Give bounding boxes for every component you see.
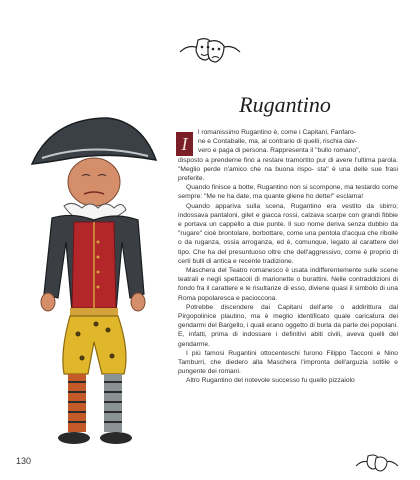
page-title: Rugantino (239, 92, 331, 117)
drop-cap: I (176, 132, 193, 156)
rugantino-illustration (12, 112, 174, 452)
paragraph: Quando appariva sulla scena, Rugantino era vestito da sbirro; indossava pantaloni, gilet e giacca rossi, calzava scarpe con grandi fibbie e portava un cappello a due punte. Il suo nome deriva senza dubbio da "rugare" cioè brontolare, borbottare, come una pentola d'acqua che ribolle o da ruganza, ossia arroganza, ed è, comunque, legato al carattere del tipo. Che ha del presuntuoso oltre che dell'aggressivo, come è proprio di certi bulli di antica e recente tradizione. (178, 202, 398, 265)
lead-line: vero e paga di persona. Rappresenta il "bullo romano", (198, 147, 361, 155)
paragraph: Maschera del Teatro romanesco è usata indifferentemente sulle scene teatrali e negli spettacoli di marionette o burattini. Nelle contraddizioni di fondo fra il carattere e le risultanze di esso, diviene quasi il simbolo di una Roma popolaresca e pacioccona. (178, 267, 398, 302)
lead-line: l romanissimo Rugantino è, come i Capitani, Fanfaro- (198, 129, 356, 136)
theatre-masks-icon (178, 34, 242, 68)
paragraph-text: disposto a prenderne fino a restare tramortito pur di avere l'ultima parola. "Meglio perde n'amico che na buona rispo- sta" è una delle sue frasi preferite. (178, 156, 398, 183)
article-body (178, 128, 398, 386)
paragraph: I più famosi Rugantini ottocenteschi furono Filippo Tacconi e Nino Tamburri, che diedero alla Maschera l'impronta dell'arguzia sottile e pungente dei romani. (178, 349, 398, 376)
paragraph: Quando finisce a botte, Rugantino non si scompone, ma testardo come sempre: "Me ne ha date, ma quante gliene ho dette!" esclama! (178, 184, 398, 201)
paragraph: Altro Rugantino del notevole successo fu quello pizzaiolo (186, 377, 355, 385)
lead-paragraph (178, 128, 398, 183)
paragraph: Potrebbe discendere dai Capitani dell'arte o addirittura dal Pirgopolinice plautino, ma è meglio identificato quale caricatura dei gendarmi del Bargello, i quali erano oggetto di burla da parte dei popolani. E, infatti, prima di indossare i definitivi abiti civili, aveva quelli del gendarme. (178, 303, 398, 348)
theatre-masks-icon (354, 452, 400, 474)
lead-line: ne e Contaballe, ma, al contrario di quelli, rischia dav- (198, 138, 358, 146)
page-number: 130 (16, 456, 32, 466)
